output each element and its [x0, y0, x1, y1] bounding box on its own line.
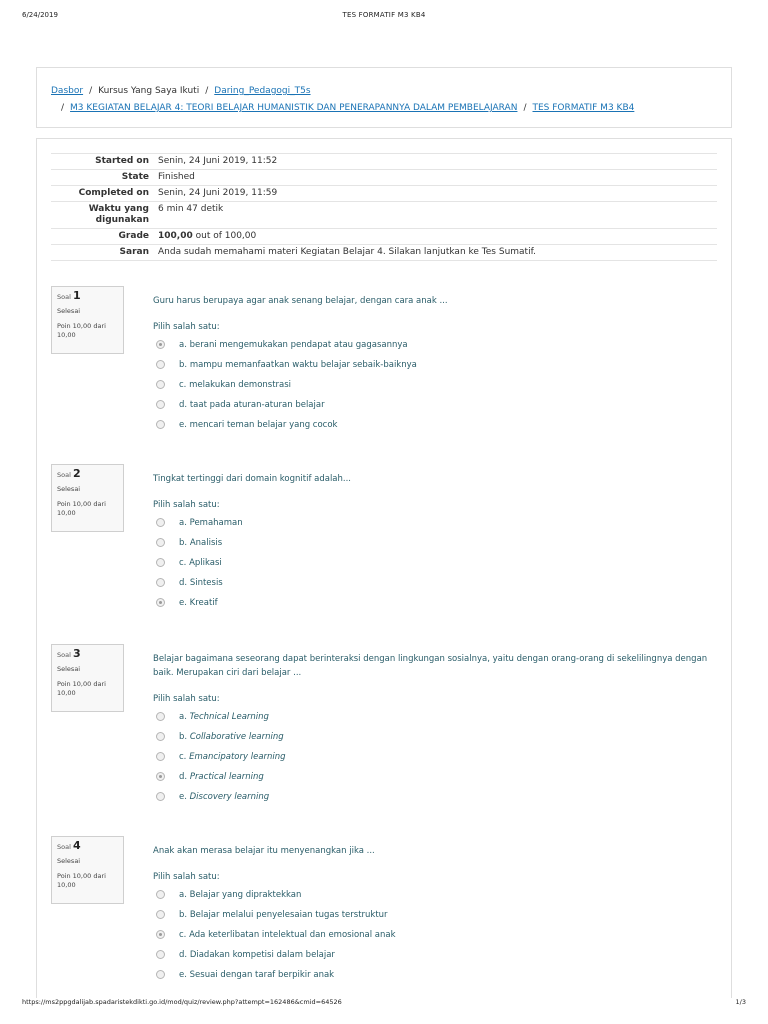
radio-button[interactable] — [156, 360, 165, 369]
answer-option[interactable] — [153, 969, 713, 989]
radio-button[interactable] — [156, 420, 165, 429]
breadcrumb-separator: / — [61, 103, 65, 113]
answer-options — [153, 711, 713, 811]
question-info-box — [51, 286, 124, 354]
question-status: Selesai — [57, 307, 81, 315]
breadcrumb-line-1 — [51, 83, 717, 100]
option-text: c. melakukan demonstrasi — [179, 380, 292, 390]
question-text: Belajar bagaimana seseorang dapat berinteraksi dengan lingkungan sosialnya, yaitu dengan orang-orang di sekelilingnya dengan baik. Merupakan ciri dari belajar ... — [153, 654, 708, 678]
option-text: d. taat pada aturan-aturan belajar — [179, 400, 325, 410]
answer-option[interactable] — [153, 399, 713, 419]
question-points: Poin 10,00 dari 10,00 — [57, 872, 106, 889]
grade-score: 100,00 — [158, 231, 193, 241]
answer-option[interactable] — [153, 929, 713, 949]
answer-option[interactable] — [153, 949, 713, 969]
print-title: TES FORMATIF M3 KB4 — [342, 11, 426, 19]
question-info-box — [51, 464, 124, 532]
summary-value: Senin, 24 Juni 2019, 11:59 — [153, 186, 717, 202]
radio-button-selected[interactable] — [156, 930, 165, 939]
summary-row-started — [51, 154, 717, 170]
answer-option[interactable] — [153, 577, 713, 597]
summary-label: Started on — [51, 154, 153, 170]
answer-option[interactable] — [153, 711, 713, 731]
summary-label — [51, 202, 153, 229]
answer-option[interactable] — [153, 557, 713, 577]
summary-value — [153, 229, 717, 245]
radio-button[interactable] — [156, 752, 165, 761]
radio-button[interactable] — [156, 910, 165, 919]
summary-value: 6 min 47 detik — [153, 202, 717, 229]
radio-button[interactable] — [156, 792, 165, 801]
answer-options — [153, 517, 713, 617]
radio-button[interactable] — [156, 538, 165, 547]
option-text: c. Emancipatory learning — [179, 752, 286, 762]
question-text: Anak akan merasa belajar itu menyenangkan jika ... — [153, 846, 375, 856]
answer-option[interactable] — [153, 751, 713, 771]
summary-row-completed — [51, 186, 717, 202]
radio-button[interactable] — [156, 558, 165, 567]
radio-button[interactable] — [156, 400, 165, 409]
radio-button[interactable] — [156, 950, 165, 959]
question-text: Tingkat tertinggi dari domain kognitif adalah... — [153, 474, 352, 484]
radio-button[interactable] — [156, 890, 165, 899]
summary-value: Senin, 24 Juni 2019, 11:52 — [153, 154, 717, 170]
breadcrumb-line-2 — [51, 100, 717, 117]
option-text: a. Belajar yang dipraktekkan — [179, 890, 302, 900]
radio-button[interactable] — [156, 578, 165, 587]
question-number: 1 — [72, 289, 81, 302]
radio-button[interactable] — [156, 518, 165, 527]
answer-option[interactable] — [153, 339, 713, 359]
answer-option[interactable] — [153, 597, 713, 617]
option-text: e. Kreatif — [179, 598, 218, 608]
question-prompt: Pilih salah satu: — [153, 694, 220, 704]
answer-options — [153, 889, 713, 989]
quiz-review-region — [36, 138, 732, 998]
radio-button-selected[interactable] — [156, 772, 165, 781]
option-text: e. Sesuai dengan taraf berpikir anak — [179, 970, 335, 980]
answer-option[interactable] — [153, 731, 713, 751]
summary-row-feedback — [51, 245, 717, 261]
summary-label: Grade — [51, 229, 153, 245]
question-prompt: Pilih salah satu: — [153, 500, 220, 510]
attempt-summary-table — [51, 153, 717, 261]
option-text: c. Ada keterlibatan intelektual dan emosional anak — [179, 930, 396, 940]
question-status: Selesai — [57, 665, 81, 673]
answer-option[interactable] — [153, 517, 713, 537]
summary-value: Anda sudah memahami materi Kegiatan Belajar 4. Silakan lanjutkan ke Tes Sumatif. — [153, 245, 717, 261]
breadcrumb-separator: / — [205, 86, 209, 96]
summary-row-time-taken — [51, 202, 717, 229]
question-number: 3 — [72, 647, 81, 660]
question-prompt: Pilih salah satu: — [153, 872, 220, 882]
question-label: Soal — [57, 471, 71, 479]
print-page-number: 1/3 — [735, 998, 746, 1006]
radio-button-selected[interactable] — [156, 598, 165, 607]
answer-option[interactable] — [153, 379, 713, 399]
question-number: 4 — [72, 839, 81, 852]
summary-value: Finished — [153, 170, 717, 186]
option-text: b. mampu memanfaatkan waktu belajar sebaik-baiknya — [179, 360, 417, 370]
breadcrumb-separator: / — [89, 86, 93, 96]
option-text: a. Pemahaman — [179, 518, 243, 528]
print-footer — [22, 998, 746, 1010]
summary-row-grade — [51, 229, 717, 245]
question-info-box — [51, 644, 124, 712]
summary-label: State — [51, 170, 153, 186]
option-text: d. Sintesis — [179, 578, 223, 588]
summary-label: Saran — [51, 245, 153, 261]
question-points: Poin 10,00 dari 10,00 — [57, 322, 106, 339]
summary-label: Completed on — [51, 186, 153, 202]
breadcrumb-item-kursus: Kursus Yang Saya Ikuti — [98, 86, 200, 96]
question-points: Poin 10,00 dari 10,00 — [57, 500, 106, 517]
breadcrumb-separator: / — [523, 103, 527, 113]
question-status: Selesai — [57, 857, 81, 865]
answer-option[interactable] — [153, 419, 713, 439]
option-text: d. Diadakan kompetisi dalam belajar — [179, 950, 335, 960]
radio-button[interactable] — [156, 732, 165, 741]
answer-option[interactable] — [153, 889, 713, 909]
answer-option[interactable] — [153, 359, 713, 379]
answer-option[interactable] — [153, 771, 713, 791]
breadcrumb-link-quiz[interactable]: TES FORMATIF M3 KB4 — [532, 103, 635, 113]
print-header — [22, 11, 746, 23]
option-text: a. berani mengemukakan pendapat atau gagasannya — [179, 340, 408, 350]
summary-label-part: digunakan — [95, 215, 149, 225]
option-text: a. Technical Learning — [179, 712, 269, 722]
option-text: d. Practical learning — [179, 772, 264, 782]
question-text: Guru harus berupaya agar anak senang belajar, dengan cara anak ... — [153, 296, 448, 306]
option-text: c. Aplikasi — [179, 558, 222, 568]
option-text: e. mencari teman belajar yang cocok — [179, 420, 338, 430]
radio-button[interactable] — [156, 712, 165, 721]
radio-button[interactable] — [156, 970, 165, 979]
answer-options — [153, 339, 713, 439]
answer-option[interactable] — [153, 537, 713, 557]
question-label: Soal — [57, 293, 71, 301]
radio-button[interactable] — [156, 380, 165, 389]
print-url: https://ms2ppgdalijab.spadaristekdikti.go.id/mod/quiz/review.php?attempt=162486&cmid=64526 — [22, 998, 342, 1006]
question-label: Soal — [57, 651, 71, 659]
breadcrumb — [36, 67, 732, 128]
answer-option[interactable] — [153, 909, 713, 929]
question-label: Soal — [57, 843, 71, 851]
radio-button-selected[interactable] — [156, 340, 165, 349]
option-text: b. Belajar melalui penyelesaian tugas terstruktur — [179, 910, 388, 920]
question-info-box — [51, 836, 124, 904]
print-date: 6/24/2019 — [22, 11, 58, 19]
option-text: b. Collaborative learning — [179, 732, 284, 742]
answer-option[interactable] — [153, 791, 713, 811]
summary-row-state — [51, 170, 717, 186]
option-text: e. Discovery learning — [179, 792, 270, 802]
breadcrumb-link-kegiatan[interactable]: M3 KEGIATAN BELAJAR 4: TEORI BELAJAR HUMANISTIK DAN PENERAPANNYA DALAM PEMBELAJARAN — [70, 103, 518, 113]
summary-label-part: Waktu yang — [88, 204, 149, 214]
question-status: Selesai — [57, 485, 81, 493]
breadcrumb-link-dasbor[interactable]: Dasbor — [51, 86, 84, 96]
grade-out-of: out of 100,00 — [195, 231, 257, 241]
breadcrumb-link-course[interactable]: Daring_Pedagogi_T5s — [214, 86, 311, 96]
question-number: 2 — [72, 467, 81, 480]
question-points: Poin 10,00 dari 10,00 — [57, 680, 106, 697]
question-prompt: Pilih salah satu: — [153, 322, 220, 332]
option-text: b. Analisis — [179, 538, 223, 548]
